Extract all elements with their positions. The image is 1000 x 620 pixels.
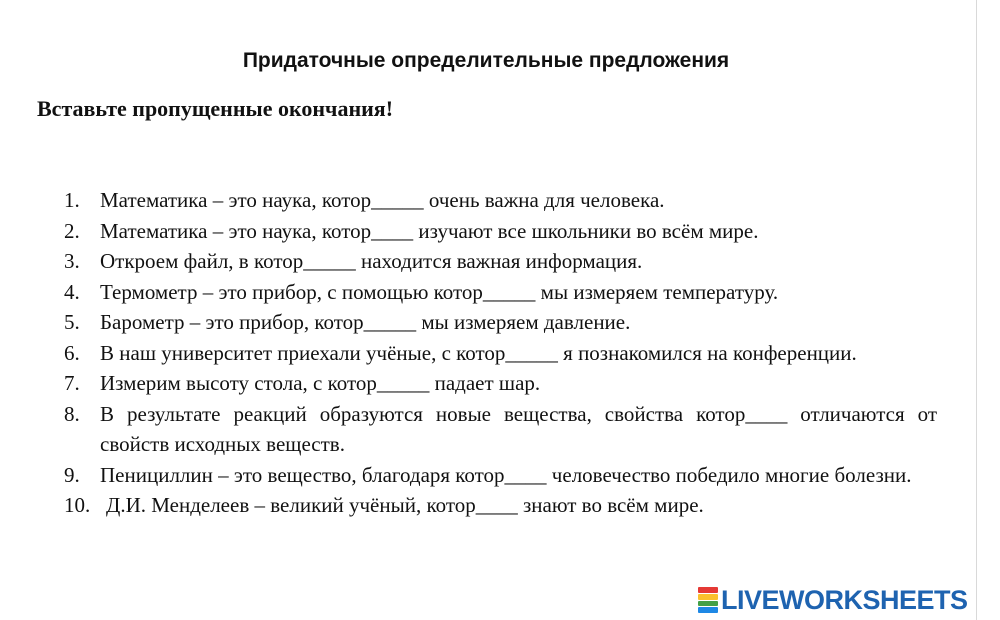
logo-mark-segment bbox=[698, 594, 718, 600]
exercise-item-6 bbox=[64, 338, 937, 369]
liveworksheets-mark-icon bbox=[698, 587, 718, 613]
exercise-item-8 bbox=[64, 399, 937, 460]
exercise-number: 10. bbox=[64, 493, 91, 517]
logo-mark-segment bbox=[698, 607, 718, 613]
exercise-text: Математика – это наука, котор_____ очень важна для человека. bbox=[100, 188, 665, 212]
exercise-item-7 bbox=[64, 368, 937, 399]
exercise-number: 1. bbox=[64, 188, 80, 212]
exercise-item-5 bbox=[64, 307, 937, 338]
exercise-text: Барометр – это прибор, котор_____ мы измеряем давление. bbox=[100, 310, 631, 334]
exercise-number: 5. bbox=[64, 310, 80, 334]
exercise-number: 2. bbox=[64, 218, 80, 243]
page-title: Придаточные определительные предложения bbox=[242, 49, 730, 72]
exercise-number: 7. bbox=[64, 371, 80, 395]
exercise-text: Пенициллин – это вещество, благодаря котор____ человечество победило многие болезни. bbox=[100, 462, 912, 487]
exercise-item-10 bbox=[64, 490, 937, 521]
liveworksheets-logo[interactable] bbox=[698, 584, 968, 616]
exercise-number: 6. bbox=[64, 340, 80, 365]
exercise-text: В наш университет приехали учёные, с котор_____ я познакомился на конференции. bbox=[100, 340, 857, 365]
exercise-text: Измерим высоту стола, с котор_____ падает шар. bbox=[100, 371, 541, 395]
exercise-text: Д.И. Менделеев – великий учёный, котор____ знают во всём мире. bbox=[106, 493, 704, 517]
exercise-item-3 bbox=[64, 246, 937, 277]
exercise-text: Термометр – это прибор, с помощью котор_____ мы измеряем температуру. bbox=[100, 279, 779, 304]
exercise-number: 4. bbox=[64, 279, 80, 304]
logo-text: LIVEWORKSHEETS bbox=[721, 584, 968, 615]
logo-mark-segment bbox=[698, 601, 718, 607]
page-edge bbox=[976, 0, 977, 620]
instruction-text: Вставьте пропущенные окончания! bbox=[37, 96, 394, 121]
exercise-text: В результате реакций образуются новые вещества, свойства котор____ отличаются от свойств исходных веществ. bbox=[100, 401, 937, 456]
exercise-number: 3. bbox=[64, 249, 80, 273]
exercise-number: 8. bbox=[64, 401, 80, 426]
exercise-item-4 bbox=[64, 277, 937, 308]
exercise-text: Математика – это наука, котор____ изучают все школьники во всём мире. bbox=[100, 218, 759, 243]
logo-mark-segment bbox=[698, 587, 718, 593]
exercise-number: 9. bbox=[64, 462, 80, 487]
exercise-text: Откроем файл, в котор_____ находится важная информация. bbox=[100, 249, 643, 273]
exercise-item-1 bbox=[64, 185, 937, 216]
exercise-item-9 bbox=[64, 460, 937, 491]
exercise-list bbox=[64, 185, 937, 521]
exercise-item-2 bbox=[64, 216, 937, 247]
